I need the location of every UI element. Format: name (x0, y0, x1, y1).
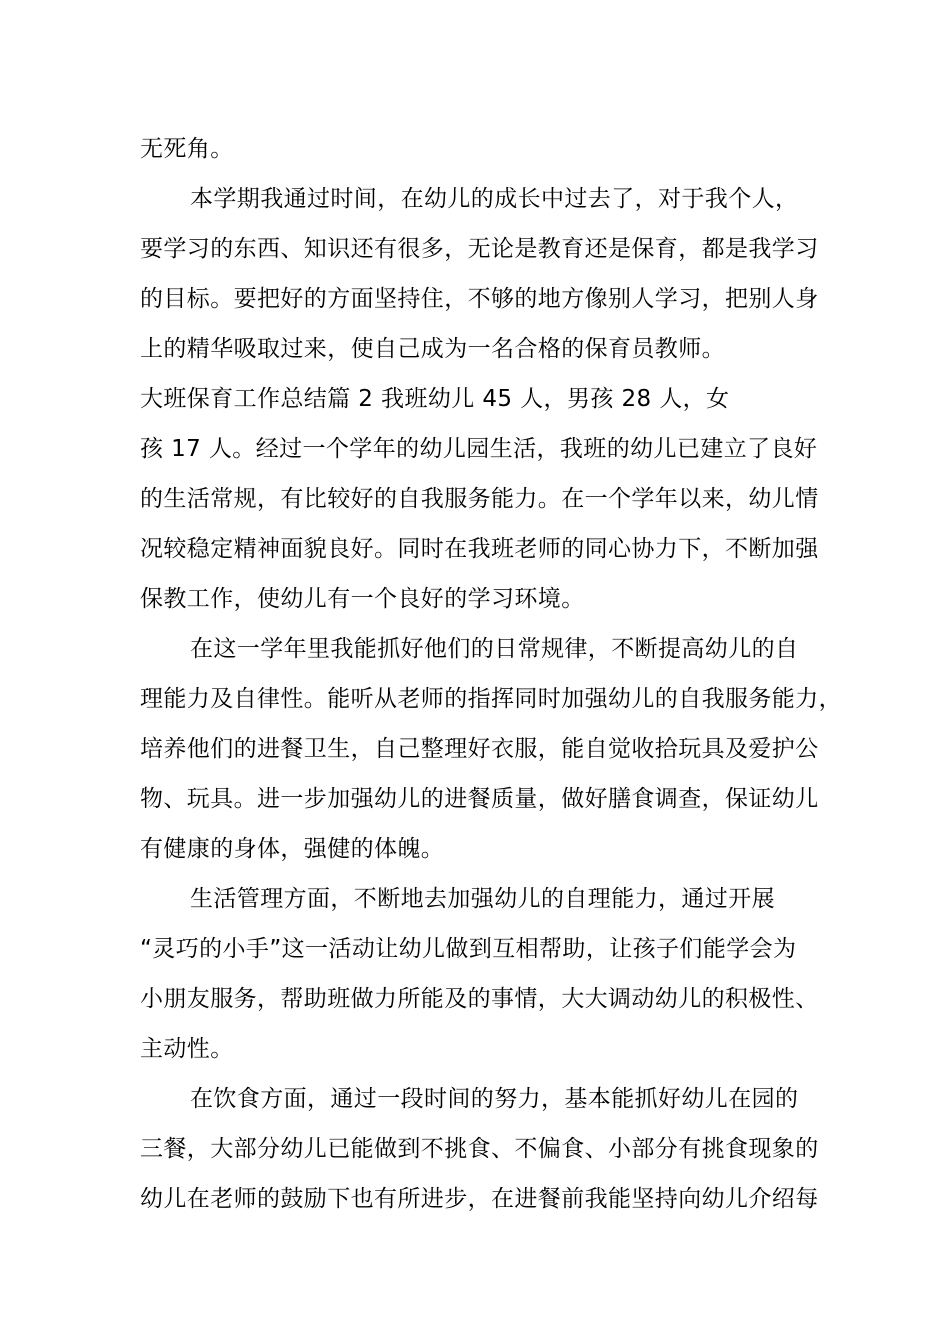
paragraph-start-line: 在这一学年里我能抓好他们的日常规律，不断提高幼儿的自 (190, 636, 799, 662)
text-line: 的生活常规，有比较好的自我服务能力。在一个学年以来，幼儿情 (140, 486, 819, 512)
text-line: 况较稳定精神面貌良好。同时在我班老师的同心协力下，不断加强 (140, 536, 819, 562)
text-line: 主动性。 (140, 1036, 234, 1062)
text-line: 孩 17 人。经过一个学年的幼儿园生活，我班的幼儿已建立了良好 (140, 436, 818, 462)
paragraph-start-line: 在饮食方面，通过一段时间的努力，基本能抓好幼儿在园的 (190, 1086, 799, 1112)
text-line: 理能力及自律性。能听从老师的指挥同时加强幼儿的自我服务能力， (140, 686, 842, 712)
text-line: 小朋友服务，帮助班做力所能及的事情，大大调动幼儿的积极性、 (140, 986, 819, 1012)
text-line: 幼儿在老师的鼓励下也有所进步，在进餐前我能坚持向幼儿介绍每 (140, 1186, 819, 1212)
text-line: 无死角。 (140, 136, 234, 162)
text-line: 保教工作，使幼儿有一个良好的学习环境。 (140, 586, 585, 612)
text-line: “灵巧的小手”这一活动让幼儿做到互相帮助，让孩子们能学会为 (140, 936, 797, 962)
text-line: 的目标。要把好的方面坚持住，不够的地方像别人学习，把别人身 (140, 286, 819, 312)
text-line: 有健康的身体，强健的体魄。 (140, 836, 445, 862)
text-line: 三餐，大部分幼儿已能做到不挑食、不偏食、小部分有挑食现象的 (140, 1136, 819, 1162)
text-line: 要学习的东西、知识还有很多，无论是教育还是保育，都是我学习 (140, 236, 819, 262)
text-line: 物、玩具。进一步加强幼儿的进餐质量，做好膳食调查，保证幼儿 (140, 786, 819, 812)
paragraph-start-line: 生活管理方面，不断地去加强幼儿的自理能力，通过开展 (190, 886, 775, 912)
text-line: 上的精华吸取过来，使自己成为一名合格的保育员教师。 (140, 336, 725, 362)
text-line: 培养他们的进餐卫生，自己整理好衣服，能自觉收拾玩具及爱护公 (140, 736, 819, 762)
paragraph-start-line: 本学期我通过时间，在幼儿的成长中过去了，对于我个人， (190, 186, 799, 212)
section-heading-line: 大班保育工作总结篇 2 我班幼儿 45 人，男孩 28 人，女 (140, 386, 730, 412)
